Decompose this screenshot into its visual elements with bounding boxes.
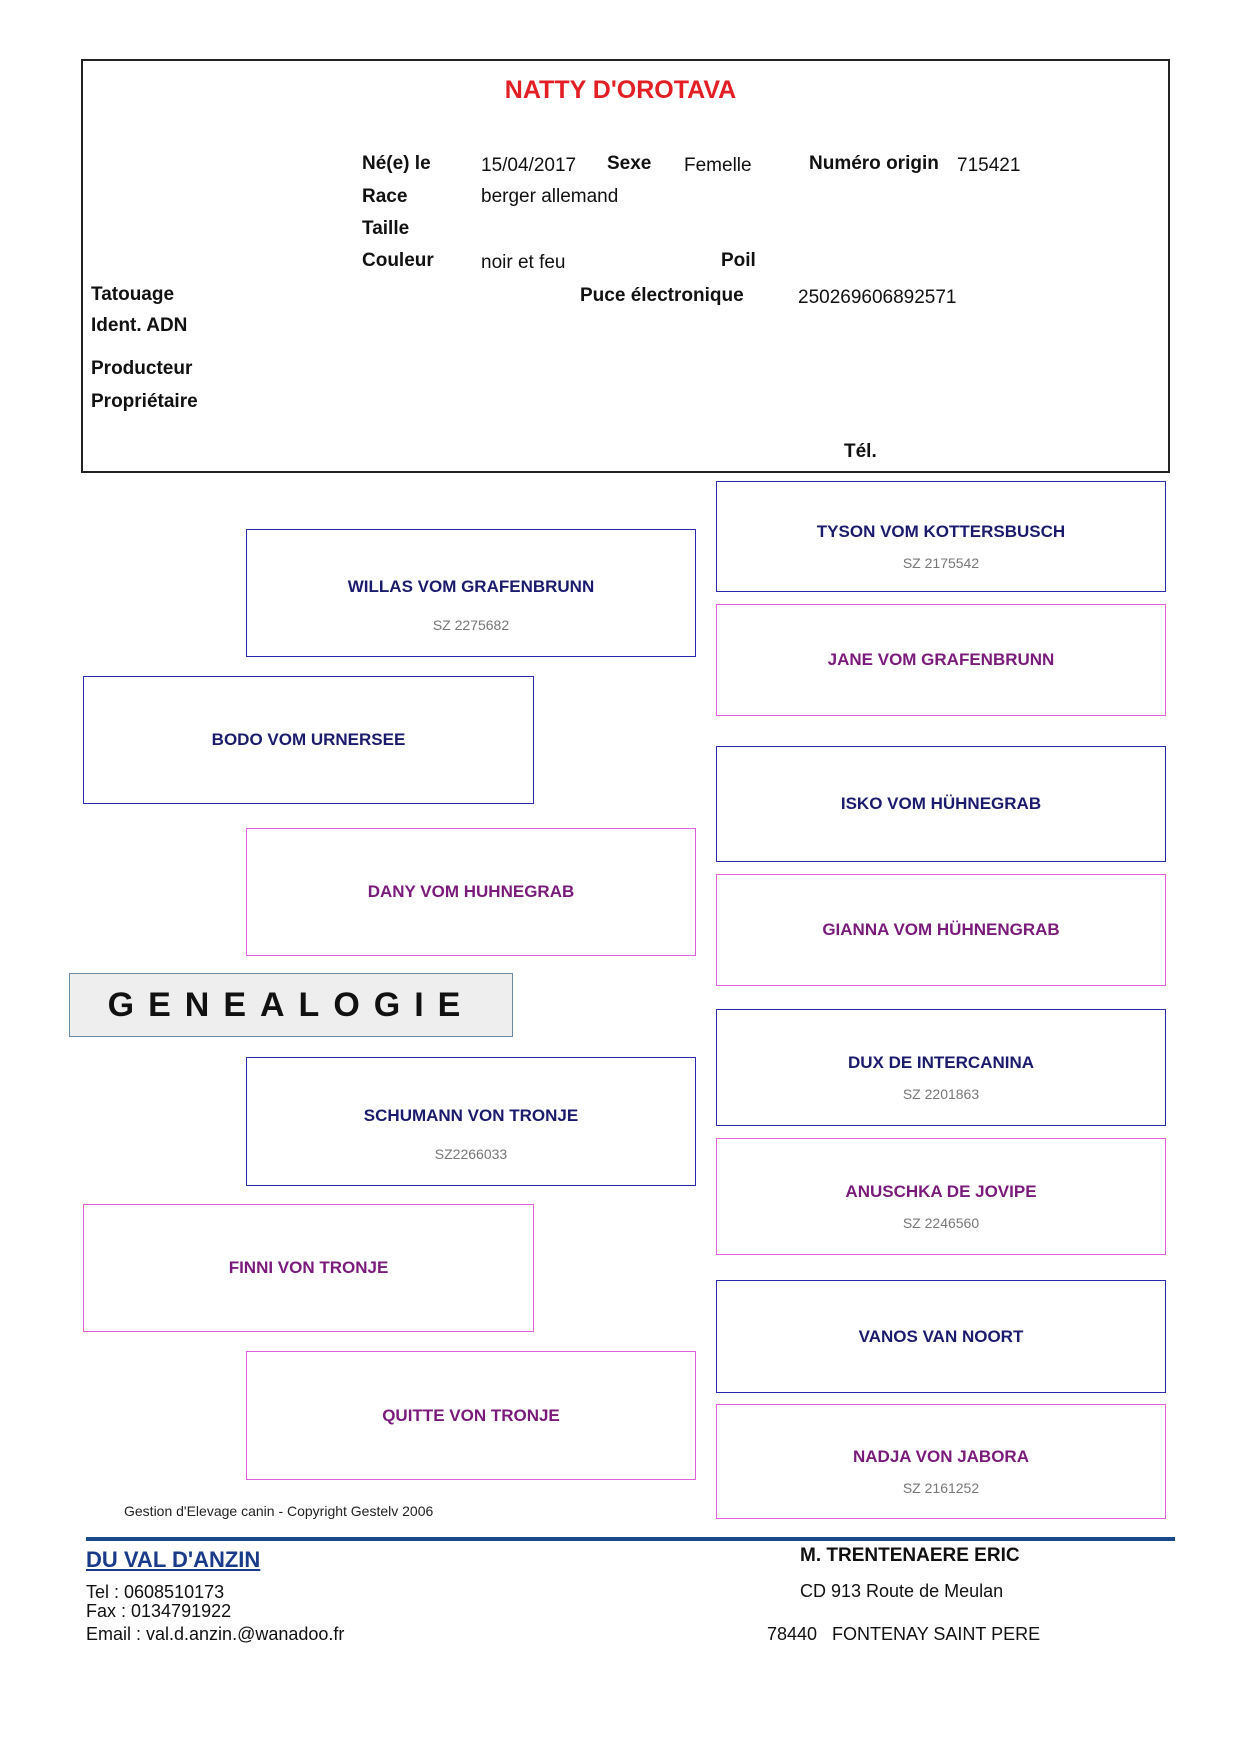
owner-address-1: CD 913 Route de Meulan bbox=[800, 1581, 1004, 1601]
owner-address-2: 78440 FONTENAY SAINT PERE bbox=[767, 1624, 1041, 1644]
color-label: Couleur bbox=[362, 250, 434, 271]
color-value: noir et feu bbox=[481, 252, 566, 273]
producer-label: Producteur bbox=[91, 358, 193, 379]
coat-label: Poil bbox=[721, 250, 756, 271]
pedigree-dam[interactable] bbox=[83, 1204, 534, 1332]
dna-label: Ident. ADN bbox=[91, 315, 188, 336]
dog-name-label: GIANNA VOM HÜHNENGRAB bbox=[822, 920, 1060, 939]
breed-label: Race bbox=[362, 186, 408, 207]
dog-name-label: DUX DE INTERCANINA bbox=[847, 1053, 1035, 1072]
dog-name-label: FINNI VON TRONJE bbox=[228, 1258, 389, 1277]
tattoo-label: Tatouage bbox=[91, 284, 175, 305]
dog-name-label: DANY VOM HUHNEGRAB bbox=[367, 882, 575, 901]
footer-divider bbox=[86, 1537, 1175, 1541]
dog-name-label: BODO VOM URNERSEE bbox=[211, 730, 406, 749]
origin-label: Numéro origin bbox=[809, 153, 939, 174]
pedigree-dam-dam-dam[interactable] bbox=[716, 1404, 1166, 1519]
pedigree-dam-dam[interactable] bbox=[246, 1351, 696, 1480]
kennel-tel: Tel : 0608510173 bbox=[86, 1582, 225, 1602]
registration-number: SZ 2201863 bbox=[902, 1086, 980, 1102]
genealogie-banner: GENEALOGIE bbox=[69, 973, 513, 1037]
owner-name: M. TRENTENAERE ERIC bbox=[800, 1545, 1020, 1566]
dog-name-label: TYSON VOM KOTTERSBUSCH bbox=[816, 522, 1066, 541]
dog-name-label: VANOS VAN NOORT bbox=[858, 1326, 1024, 1346]
dog-name-label: WILLAS VOM GRAFENBRUNN bbox=[347, 577, 595, 596]
born-label: Né(e) le bbox=[362, 153, 431, 174]
origin-value: 715421 bbox=[957, 155, 1021, 176]
dog-name-label: SCHUMANN VON TRONJE bbox=[363, 1105, 579, 1125]
kennel-name: DU VAL D'ANZIN bbox=[86, 1547, 261, 1572]
pedigree-sire[interactable] bbox=[83, 676, 534, 804]
pedigree-sire-sire-dam[interactable] bbox=[716, 604, 1166, 716]
registration-number: SZ 2161252 bbox=[902, 1480, 980, 1496]
pedigree-sire-sire[interactable] bbox=[246, 529, 696, 657]
size-label: Taille bbox=[362, 218, 410, 239]
pedigree-sire-dam-sire[interactable] bbox=[716, 746, 1166, 862]
registration-number: SZ 2175542 bbox=[902, 555, 980, 571]
chip-label: Puce électronique bbox=[580, 285, 744, 306]
pedigree-dam-sire-dam[interactable] bbox=[716, 1138, 1166, 1255]
dog-name-label: ANUSCHKA DE JOVIPE bbox=[845, 1182, 1037, 1201]
pedigree-dam-sire[interactable] bbox=[246, 1057, 696, 1186]
dog-name-label: JANE VOM GRAFENBRUNN bbox=[827, 650, 1055, 669]
born-value: 15/04/2017 bbox=[481, 155, 577, 176]
registration-number: SZ 2275682 bbox=[432, 617, 510, 633]
tel-label: Tél. bbox=[844, 441, 877, 462]
dog-info-box bbox=[81, 59, 1170, 473]
dog-name-label: QUITTE VON TRONJE bbox=[382, 1405, 560, 1425]
registration-number: SZ2266033 bbox=[434, 1145, 508, 1162]
kennel-email: Email : val.d.anzin.@wanadoo.fr bbox=[86, 1624, 345, 1644]
kennel-fax: Fax : 0134791922 bbox=[86, 1601, 232, 1621]
breed-value: berger allemand bbox=[481, 186, 619, 207]
dog-name-label: NADJA VON JABORA bbox=[852, 1447, 1029, 1466]
dog-name: NATTY D'OROTAVA bbox=[504, 76, 737, 104]
pedigree-dam-sire-sire[interactable] bbox=[716, 1009, 1166, 1126]
registration-number: SZ 2246560 bbox=[902, 1215, 980, 1231]
owner-label: Propriétaire bbox=[91, 391, 198, 412]
pedigree-sire-sire-sire[interactable] bbox=[716, 481, 1166, 592]
sex-value: Femelle bbox=[684, 155, 752, 176]
pedigree-dam-dam-sire[interactable] bbox=[716, 1280, 1166, 1393]
copyright-text: Gestion d'Elevage canin - Copyright Gestelv 2006 bbox=[124, 1503, 434, 1519]
pedigree-sire-dam[interactable] bbox=[246, 828, 696, 956]
pedigree-sire-dam-dam[interactable] bbox=[716, 874, 1166, 986]
dog-name-label: ISKO VOM HÜHNEGRAB bbox=[840, 794, 1042, 813]
sex-label: Sexe bbox=[607, 153, 652, 174]
chip-value: 250269606892571 bbox=[798, 287, 957, 308]
